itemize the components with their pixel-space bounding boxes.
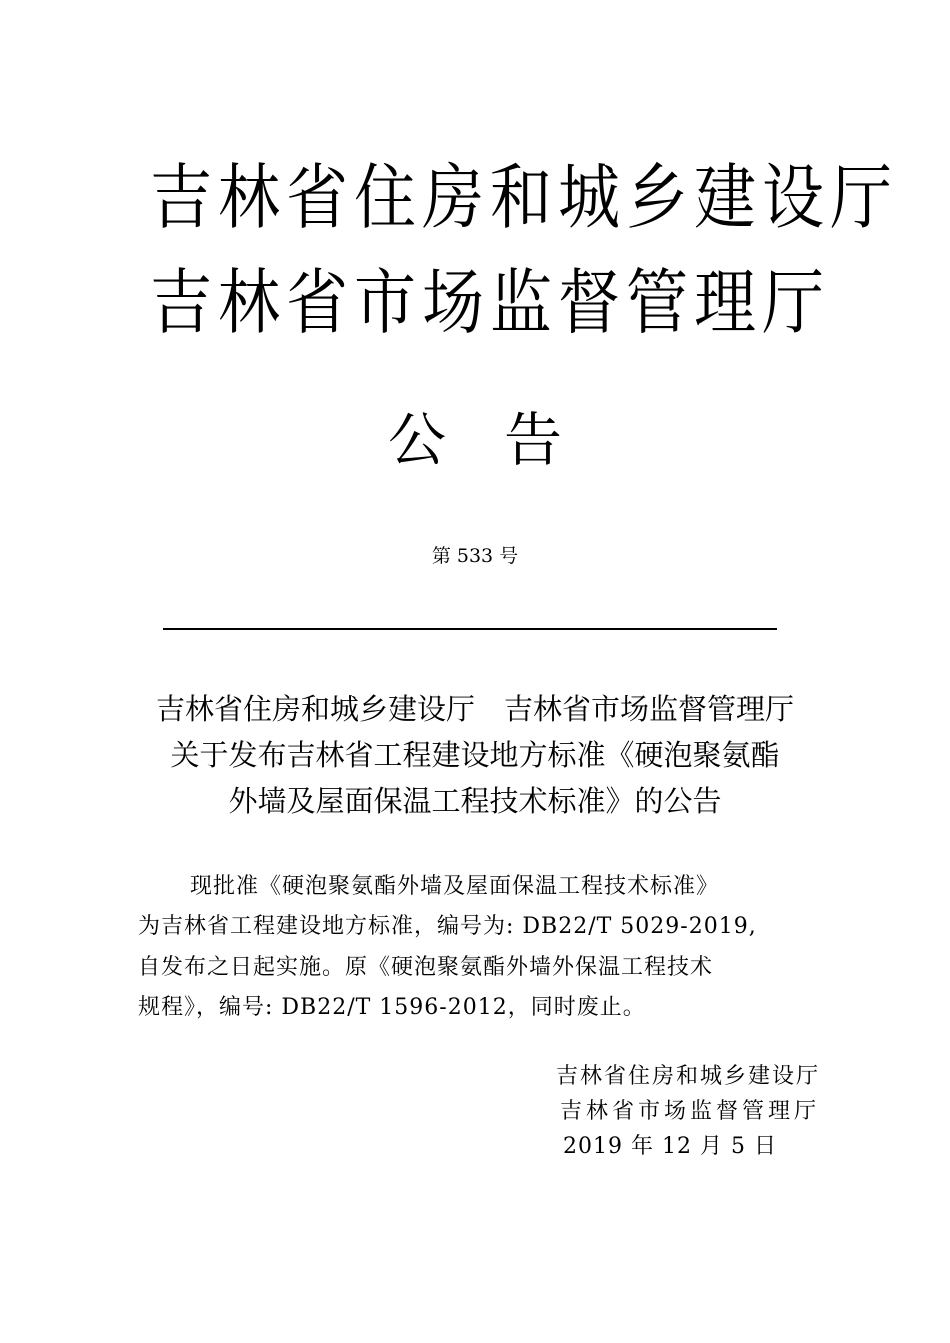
header-divider [163, 628, 777, 630]
body-line-1: 现批准《硬泡聚氨酯外墙及屋面保温工程技术标准》 [190, 874, 720, 899]
issuer-line-1: 吉林省住房和城乡建设厅 [150, 155, 899, 240]
signature-org-2: 吉林省市场监督管理厅 [559, 1099, 820, 1124]
body-line-4: 规程》，编号: DB22/T 1596-2012，同时废止。 [138, 995, 646, 1020]
signature-date: 2019 年 12 月 5 日 [563, 1134, 777, 1159]
title-line-2: 关于发布吉林省工程建设地方标准《硬泡聚氨酯 [170, 738, 780, 772]
notice-heading: 公 告 [387, 406, 562, 474]
title-line-1: 吉林省住房和城乡建设厅 吉林省市场监督管理厅 [155, 692, 794, 726]
title-line-3: 外墙及屋面保温工程技术标准》的公告 [228, 784, 722, 818]
body-line-2: 为吉林省工程建设地方标准，编号为: DB22/T 5029-2019, [138, 914, 757, 939]
body-line-3: 自发布之日起实施。原《硬泡聚氨酯外墙外保温工程技术 [138, 955, 714, 980]
document-number: 第 533 号 [431, 545, 519, 567]
issuer-line-2: 吉林省市场监督管理厅 [150, 260, 831, 345]
signature-org-1: 吉林省住房和城乡建设厅 [555, 1064, 820, 1089]
